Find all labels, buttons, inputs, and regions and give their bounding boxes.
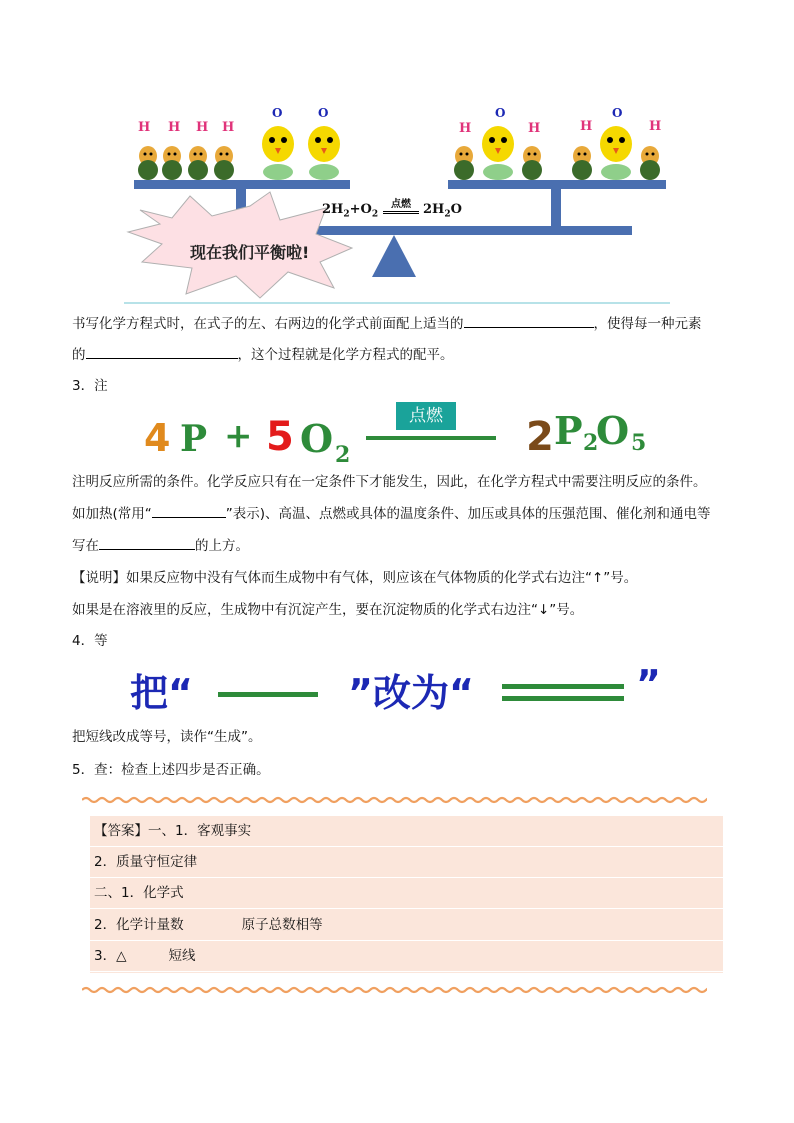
- eq-rhs-sub: 2: [444, 209, 451, 220]
- fulcrum: [372, 235, 416, 277]
- para1-line2: [72, 344, 454, 365]
- coef-5: 5: [266, 414, 294, 460]
- text: 书写化学方程式时，在式子的左、右两边的化学式前面配上适当的: [72, 316, 464, 332]
- answer-row: [90, 910, 723, 941]
- right-creatures: [454, 126, 660, 180]
- eq-plus: +O: [349, 202, 372, 217]
- answer-row: [90, 941, 723, 972]
- atom-label: H: [168, 120, 181, 135]
- para1-line1: [72, 313, 702, 334]
- term-P2: P: [554, 408, 583, 453]
- wave-divider-bottom: [82, 985, 707, 995]
- term-O: O: [300, 416, 334, 461]
- term-O-sub: 2: [335, 442, 351, 468]
- note-line2: 如果是在溶液里的反应，生成物中有沉淀产生，要在沉淀物质的化学式右边注“↓”号。: [72, 602, 584, 618]
- text: 的上方。: [195, 538, 249, 554]
- term-P2-sub: 2: [583, 430, 599, 456]
- balance-equation: [322, 202, 378, 220]
- answer-text: 2．化学计量数: [94, 917, 184, 933]
- coef-2: 2: [526, 414, 554, 460]
- wave-divider-top: [82, 795, 707, 805]
- atom-label: H: [528, 121, 541, 136]
- plus-sign: +: [224, 416, 253, 456]
- answer-text: 3．△: [94, 948, 127, 964]
- equal-banner: [130, 660, 670, 714]
- atom-label: H: [649, 119, 662, 134]
- term-P: P: [180, 418, 208, 460]
- short-line: [218, 692, 318, 697]
- atom-label: O: [318, 106, 329, 120]
- banner-part-a: 把“: [130, 671, 193, 715]
- equal-line-bottom: [502, 696, 624, 701]
- text: 的: [72, 347, 86, 363]
- right-shelf: [448, 180, 666, 189]
- balance-product: [423, 202, 462, 220]
- eq-rhs-tail: O: [450, 202, 462, 217]
- fill-blank: [99, 535, 195, 550]
- answer-row: 2．质量守恒定律: [90, 847, 723, 878]
- fill-blank: [152, 503, 226, 518]
- reaction-line: [366, 436, 496, 440]
- term-O5: O: [596, 408, 630, 453]
- text: ，使得每一种元素: [593, 316, 702, 332]
- bubble-text: 现在我们平衡啦!: [190, 243, 310, 262]
- atom-label: H: [580, 119, 593, 134]
- text: 如加热(常用“: [72, 506, 152, 522]
- para3-line1: 把短线改成等号，读作“生成”。: [72, 729, 262, 745]
- banner-part-c: ”: [636, 662, 661, 706]
- term-O5-sub: 5: [631, 430, 647, 456]
- section4-label: 4．等: [72, 633, 108, 649]
- condition-badge: 点燃: [396, 402, 456, 430]
- right-post: [551, 189, 561, 227]
- eq-lhs: 2H: [322, 202, 344, 217]
- atom-label: H: [138, 120, 151, 135]
- atom-label: H: [459, 121, 472, 136]
- text: ”表示)、高温、点燃或具体的温度条件、加压或具体的压强范围、催化剂和通电等: [225, 506, 711, 522]
- section3-label: 3．注: [72, 378, 108, 394]
- atom-label: H: [222, 120, 235, 135]
- atom-label: O: [272, 106, 283, 120]
- eq-rhs: 2H: [423, 202, 445, 217]
- text: 如果反应物中没有气体而生成物中有气体，则应该在气体物质的化学式右边注“↑”号。: [126, 570, 638, 586]
- answer-row: 二、1．化学式: [90, 878, 723, 909]
- eq-lhs-sub: 2: [343, 209, 350, 220]
- atom-label: H: [196, 120, 209, 135]
- para2-line2: [72, 503, 711, 524]
- atom-label: O: [612, 106, 623, 120]
- coef-4: 4: [144, 416, 171, 460]
- para2-line3: [72, 535, 249, 556]
- atom-label: O: [495, 106, 506, 120]
- answer-row: 【答案】一、1．客观事实: [90, 816, 723, 847]
- balance-condition: 点燃: [383, 199, 419, 214]
- fill-blank: [464, 313, 594, 328]
- note-label: 【说明】: [72, 570, 126, 586]
- answer-box: [90, 816, 723, 973]
- left-shelf: [134, 180, 350, 189]
- answer-text: 原子总数相等: [241, 917, 323, 933]
- banner-part-b: ”改为“: [348, 671, 474, 715]
- big-equation: [140, 408, 700, 468]
- para2-line1: 注明反应所需的条件。化学反应只有在一定条件下才能发生，因此，在化学方程式中需要注明反应的条件。: [72, 474, 707, 490]
- answer-text: 短线: [168, 948, 196, 964]
- equal-line-top: [502, 684, 624, 689]
- eq-plus-sub: 2: [371, 209, 379, 220]
- text: ，这个过程就是化学方程式的配平。: [237, 347, 454, 363]
- text: 写在: [72, 538, 99, 554]
- fill-blank: [86, 344, 238, 359]
- note-line1: [72, 568, 637, 588]
- para3-line2: 5．查：检查上述四步是否正确。: [72, 762, 270, 778]
